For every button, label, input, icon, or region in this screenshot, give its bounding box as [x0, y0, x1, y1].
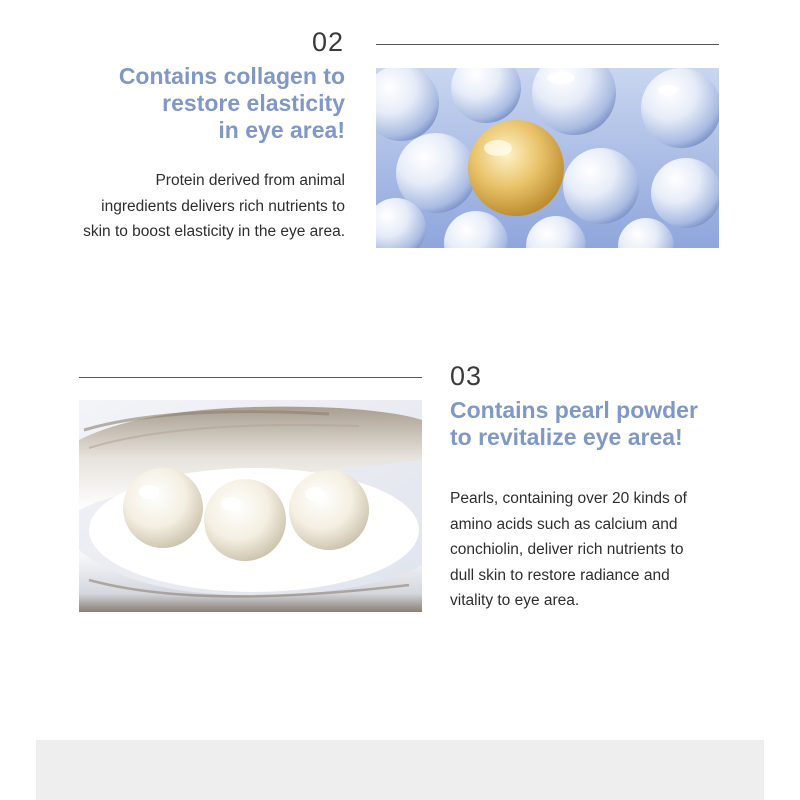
section-headline-02	[119, 63, 345, 144]
headline-line: in eye area!	[218, 117, 345, 143]
body-line: amino acids such as calcium and	[450, 515, 678, 533]
footer-band	[36, 740, 764, 800]
collagen-capsules-image	[376, 68, 719, 248]
section-number-03: 03	[450, 361, 483, 391]
section-divider-02	[376, 44, 719, 45]
section-divider-03	[79, 377, 422, 378]
headline-line: to revitalize eye area!	[450, 424, 683, 450]
headline-line: restore elasticity	[162, 90, 345, 116]
body-line: ingredients delivers rich nutrients to	[101, 197, 345, 215]
headline-line: Contains pearl powder	[450, 397, 698, 423]
body-line: conchiolin, deliver rich nutrients to	[450, 541, 684, 558]
section-headline-03	[450, 397, 698, 451]
body-line: dull skin to restore radiance and	[450, 566, 670, 584]
body-line: vitality to eye area.	[450, 592, 580, 609]
section-body-03	[450, 486, 687, 614]
section-number-02: 02	[312, 27, 345, 57]
pearls-in-oyster-image	[79, 400, 422, 612]
body-line: Protein derived from animal	[155, 172, 345, 189]
headline-line: Contains collagen to	[118, 63, 345, 89]
body-line: Pearls, containing over 20 kinds of	[450, 490, 687, 507]
section-body-02	[83, 168, 345, 245]
body-line: skin to boost elasticity in the eye area.	[83, 223, 345, 240]
